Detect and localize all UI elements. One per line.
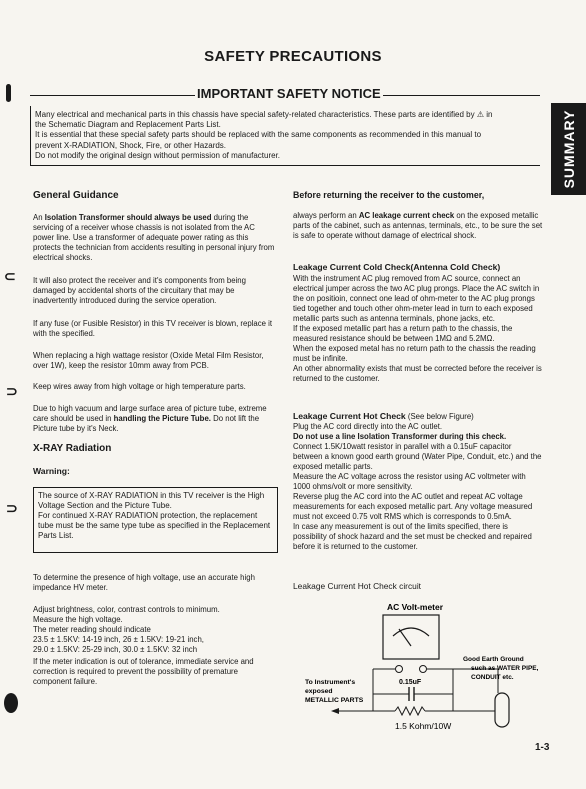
instrument-label: To Instrument's [305, 679, 356, 686]
resistor-symbol [395, 707, 425, 715]
protection-paragraph: It will also protect the receiver and it's components from being damaged by accidental shorts of the circuitary that may be inadvertently introduced during the service operation. [33, 276, 246, 305]
instrument-label: METALLIC PARTS [305, 697, 364, 704]
notice-line: Many electrical and mechanical parts in this chassis have special safety-related characteristics. These parts are identified by ⚠ in [35, 110, 493, 119]
notice-title: IMPORTANT SAFETY NOTICE [197, 86, 381, 101]
summary-side-tab [551, 103, 586, 195]
side-tab-label: SUMMARY [560, 109, 577, 189]
cold-check-step: An other abnormality exists that must be corrected before the receiver is returned to the customer. [293, 364, 542, 383]
cold-check-step: With the instrument AC plug removed from AC source, connect an electrical jumper across the two AC plug prongs. Place the AC switch in the on positioin, connect one lead of ohm-meter to the AC plug prongs tied together and touch other ohm-meter lead in turn to each exposed metallic parts such as antenna terminals, phone jacks, etc. [293, 274, 540, 323]
instrument-label: exposed [305, 688, 333, 695]
resistor-paragraph: When replacing a high wattage resistor (Oxide Metal Film Resistor, over 1W), keep the resistor 10mm away from PCB. [33, 351, 264, 370]
list-line: The meter reading should indicate [33, 625, 151, 634]
list-line: Adjust brightness, color, contrast controls to minimum. [33, 605, 220, 614]
page-number: 1-3 [535, 742, 550, 753]
tolerance-paragraph: If the meter indication is out of tolerance, immediate service and correction is required to prevent the possibility of premature component failure. [33, 657, 254, 686]
meter-terminal-left [396, 666, 403, 673]
binding-mark: ⊃ [6, 383, 18, 399]
wires-paragraph: Keep wires away from high voltage or high temperature parts. [33, 382, 246, 391]
warning-heading: Warning: [33, 466, 70, 476]
notice-line: the Schematic Diagram and Replacement Parts List. [35, 120, 221, 130]
meter-terminal-right [420, 666, 427, 673]
hv-meter-paragraph: To determine the presence of high voltage, use an accurate high impedance HV meter. [33, 573, 255, 592]
hot-check-step: Do not use a line Isolation Transformer during this check. [293, 432, 507, 441]
text-bold: Isolation Transformer should always be used [44, 213, 212, 222]
notice-line: prevent X-RADIATION, Shock, Fire, or other Hazards. [35, 140, 227, 150]
page-title: SAFETY PRECAUTIONS [204, 48, 382, 65]
cold-check-step: If the exposed metallic part has a return path to the chassis, the measured resistance should be between 1MΩ and 5.2MΩ. [293, 324, 513, 343]
hot-check-step: Connect 1.5K/10watt resistor in parallel with a 0.15uF capacitor between a known good earth ground (Water Pipe, Conduit, etc.) and the exposed metallic parts. [293, 442, 542, 471]
before-returning-heading: Before returning the receiver to the customer, [293, 190, 485, 200]
leakage-check-circuit-diagram [295, 598, 540, 738]
hot-check-heading [293, 411, 543, 422]
meter-needle [399, 629, 411, 646]
binding-mark: ⊃ [6, 500, 18, 516]
ground-label: Good Earth Ground [463, 656, 524, 663]
text-segment: An [33, 213, 45, 222]
ground-label: CONDUIT etc. [471, 674, 514, 681]
xray-box-text: The source of X-RAY RADIATION in this TV receiver is the High Voltage Section and the Picture Tube. [38, 491, 265, 510]
safety-notice-box [30, 106, 540, 166]
notice-rule-right [382, 95, 540, 96]
isolation-paragraph [33, 213, 278, 263]
list-line: 29.0 ± 1.5KV: 25-29 inch, 30.0 ± 1.5KV: 32 inch [33, 645, 198, 654]
hv-measure-list [33, 605, 278, 655]
notice-line: It is essential that these special safety parts should be replaced with the same components as recommended in this manual to [35, 130, 482, 140]
meter-label: AC Volt-meter [387, 602, 444, 612]
text-segment: always perform an [293, 211, 359, 220]
notice-line: Do not modify the original design without permission of manufacturer. [35, 150, 281, 160]
binding-mark: ⊂ [4, 268, 16, 284]
circuit-heading: Leakage Current Hot Check circuit [293, 581, 422, 591]
fuse-paragraph: If any fuse (or Fusible Resistor) in this TV receiver is blown, replace it with the specified. [33, 319, 273, 338]
text-segment: during the servicing of a receiver whose chassis is not isolated from the AC power line. Use a transformer of adequate power rating as this protects the technician from accidents resulting in personal injury from electrical shocks. [33, 213, 275, 262]
meter-scale [393, 628, 429, 636]
binding-mark [4, 693, 18, 713]
hot-check-step: Plug the AC cord directly into the AC outlet. [293, 422, 443, 431]
cold-check-step: When the exposed metal has no return path to the chassis the reading must be infinite. [293, 344, 536, 363]
hot-check-text [293, 422, 543, 552]
text-segment: Do not lift the Picture tube by it's Neck. [33, 414, 260, 433]
hot-check-step: Reverse plug the AC cord into the AC outlet and repeat AC voltage measurements for each exposed metallic part. Any voltage measured must not exceed 0.75 volt RMS which is corresponds to 0.5mA. [293, 492, 533, 521]
water-pipe-icon [495, 693, 509, 727]
ac-leakage-paragraph [293, 211, 543, 241]
list-line: Measure the high voltage. [33, 615, 123, 624]
list-line: 23.5 ± 1.5KV: 14-19 inch, 26 ± 1.5KV: 19-21 inch, [33, 635, 204, 644]
text-bold: handling the Picture Tube. [113, 414, 211, 423]
cold-check-heading: Leakage Current Cold Check(Antenna Cold Check) [293, 262, 501, 272]
notice-rule-left [30, 95, 195, 96]
hot-check-title: Leakage Current Hot Check [293, 411, 406, 421]
cold-check-text [293, 274, 543, 384]
xray-box-text: For continued X-RAY RADIATION protection, the replacement tube must be the same type tube as specified in the Replacement Parts List. [38, 511, 271, 540]
xray-warning-box [33, 487, 278, 553]
picture-tube-paragraph [33, 404, 278, 434]
capacitor-label: 0.15uF [399, 679, 422, 686]
resistor-label: 1.5 Kohm/10W [395, 721, 452, 731]
hot-check-note: (See below Figure) [405, 412, 474, 421]
ground-label: such as WATER PIPE, [471, 665, 539, 672]
arrow-head-left [331, 708, 339, 714]
hot-check-step: In case any measurement is out of the limits specified, there is possibility of shock hazard and the set must be checked and repaired before it is returned to the customer. [293, 522, 532, 551]
text-segment: Due to high vacuum and large surface area of picture tube, extreme care should be used in [33, 404, 267, 423]
text-segment: on the exposed metallic parts of the cabinet, such as antennas, terminals, etc., to be sure the set is safe to operate without damage of electrical shock. [293, 211, 543, 240]
text-bold: AC leakage current check [358, 211, 455, 220]
xray-heading: X-RAY Radiation [33, 443, 112, 454]
hot-check-step: Measure the AC voltage across the resistor using AC voltmeter with 1000 ohms/volt or more sensitivity. [293, 472, 526, 491]
binding-mark [6, 84, 11, 102]
voltmeter-body [383, 615, 439, 659]
general-guidance-heading: General Guidance [33, 190, 119, 201]
